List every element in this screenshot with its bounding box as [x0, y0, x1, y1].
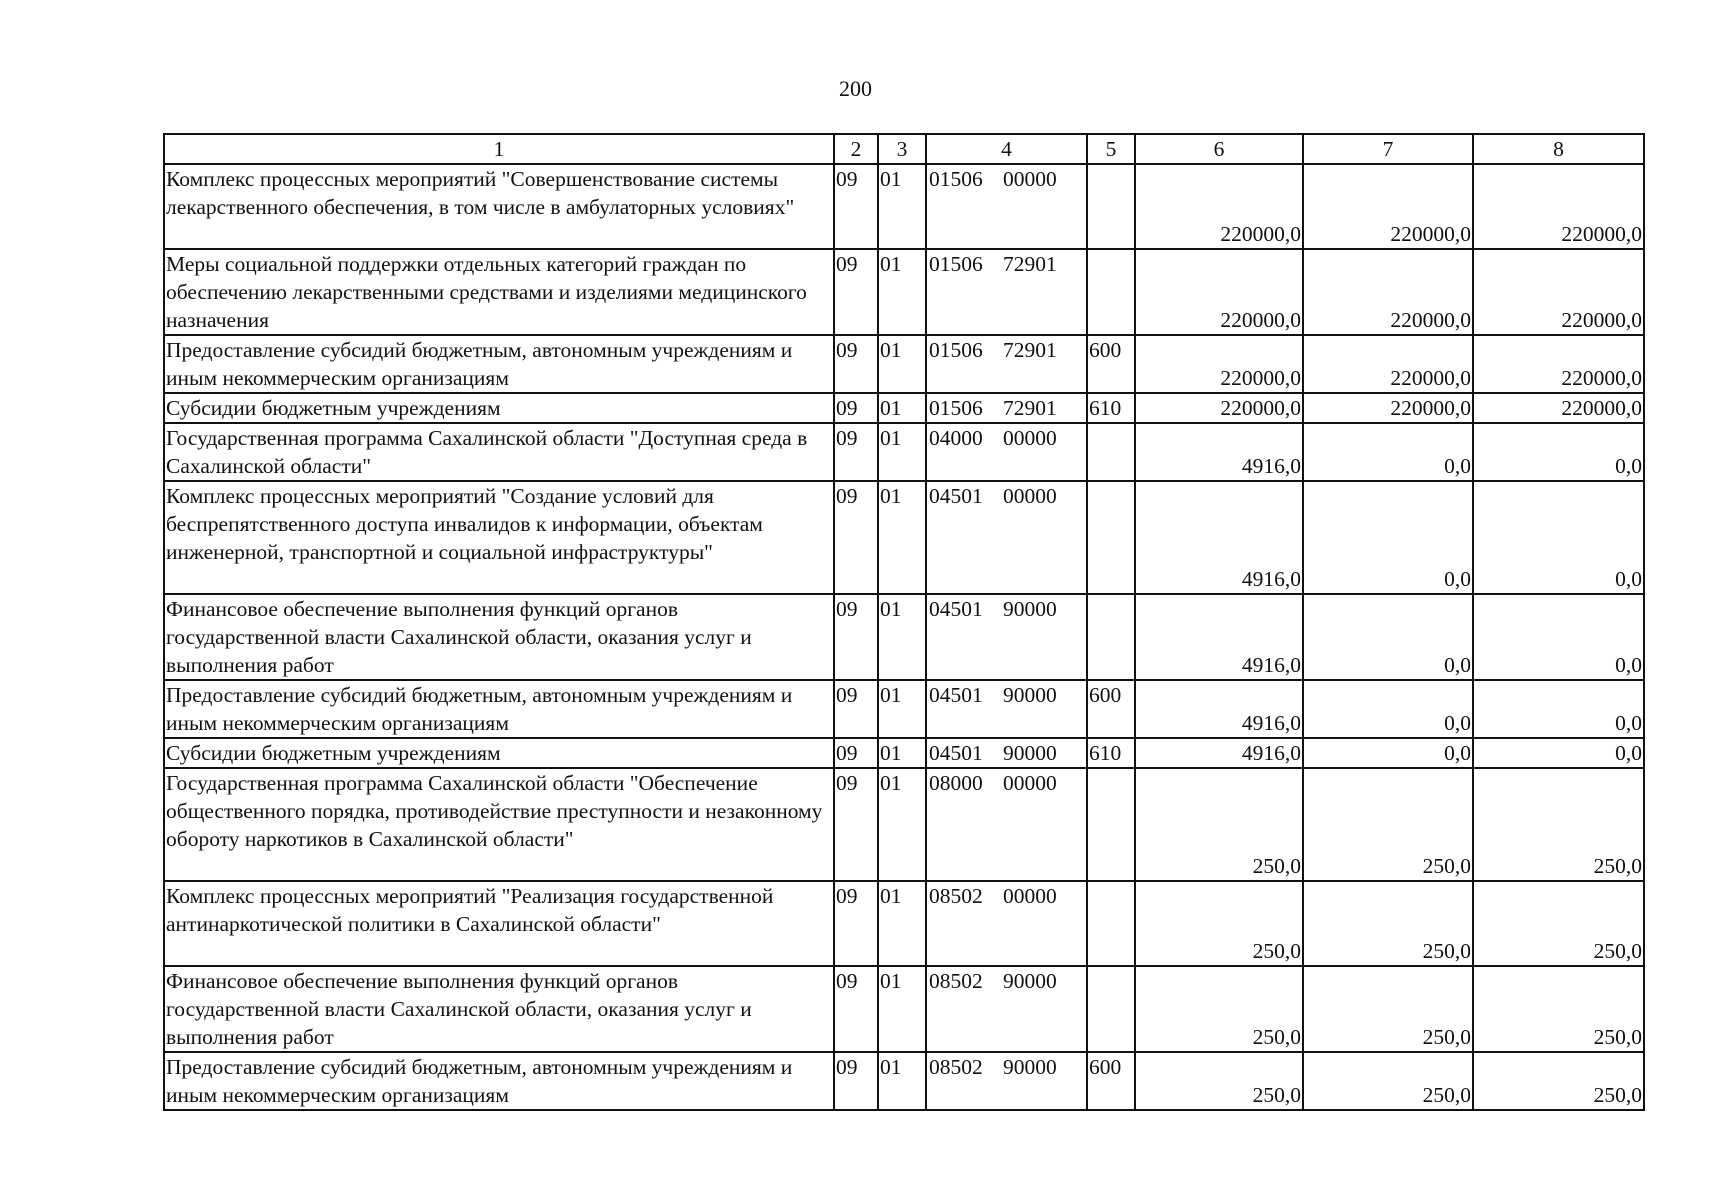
row-col-3: 01 — [878, 680, 926, 738]
row-col-6: 4916,0 — [1135, 481, 1303, 594]
row-col-5 — [1087, 966, 1135, 1052]
row-col-5: 600 — [1087, 680, 1135, 738]
row-name: Государственная программа Сахалинской области "Доступная среда в Сахалинской области" — [164, 423, 834, 481]
row-col-7: 220000,0 — [1303, 335, 1473, 393]
row-col-6: 220000,0 — [1135, 335, 1303, 393]
row-name: Государственная программа Сахалинской области "Обеспечение общественного порядка, противодействие преступности и незаконному обороту наркотиков в Сахалинской области" — [164, 768, 834, 881]
row-col-5 — [1087, 881, 1135, 966]
row-col-7: 220000,0 — [1303, 164, 1473, 249]
header-col-7: 7 — [1303, 134, 1473, 164]
row-col-4 — [926, 481, 1087, 594]
row-col-2: 09 — [834, 738, 878, 768]
row-col-4-program: 04501 — [929, 741, 983, 765]
row-col-5 — [1087, 594, 1135, 680]
header-col-3: 3 — [878, 134, 926, 164]
table-row — [164, 423, 1644, 481]
row-col-7: 0,0 — [1303, 423, 1473, 481]
row-col-4-direction: 00000 — [1003, 167, 1057, 191]
row-col-7: 0,0 — [1303, 680, 1473, 738]
row-col-6: 250,0 — [1135, 1052, 1303, 1110]
row-col-3: 01 — [878, 481, 926, 594]
row-col-6: 250,0 — [1135, 881, 1303, 966]
row-col-4 — [926, 393, 1087, 423]
row-col-8: 0,0 — [1473, 423, 1644, 481]
row-col-4-program: 01506 — [929, 167, 983, 191]
row-col-5: 610 — [1087, 393, 1135, 423]
row-col-3: 01 — [878, 423, 926, 481]
row-col-4-program: 01506 — [929, 396, 983, 420]
row-col-4-program: 04501 — [929, 484, 983, 508]
table-row — [164, 335, 1644, 393]
row-col-4-program: 04000 — [929, 426, 983, 450]
row-col-4-direction: 72901 — [1003, 396, 1057, 420]
row-col-4 — [926, 881, 1087, 966]
row-col-4 — [926, 1052, 1087, 1110]
row-name: Предоставление субсидий бюджетным, автономным учреждениям и иным некоммерческим организациям — [164, 335, 834, 393]
row-name: Субсидии бюджетным учреждениям — [164, 738, 834, 768]
row-col-3: 01 — [878, 164, 926, 249]
row-col-4-program: 08502 — [929, 884, 983, 908]
header-col-6: 6 — [1135, 134, 1303, 164]
row-col-3: 01 — [878, 881, 926, 966]
table-row — [164, 680, 1644, 738]
row-col-3: 01 — [878, 966, 926, 1052]
row-col-7: 250,0 — [1303, 881, 1473, 966]
row-col-6: 220000,0 — [1135, 393, 1303, 423]
row-col-3: 01 — [878, 1052, 926, 1110]
row-col-7: 250,0 — [1303, 966, 1473, 1052]
row-col-4-direction: 72901 — [1003, 252, 1057, 276]
row-col-2: 09 — [834, 1052, 878, 1110]
row-col-3: 01 — [878, 768, 926, 881]
row-col-6: 220000,0 — [1135, 164, 1303, 249]
row-col-8: 220000,0 — [1473, 335, 1644, 393]
row-col-8: 0,0 — [1473, 738, 1644, 768]
row-name: Комплекс процессных мероприятий "Реализация государственной антинаркотической политики в Сахалинской области" — [164, 881, 834, 966]
row-col-2: 09 — [834, 335, 878, 393]
table-row — [164, 249, 1644, 335]
row-col-8: 0,0 — [1473, 594, 1644, 680]
row-name: Комплекс процессных мероприятий "Совершенствование системы лекарственного обеспечения, в том числе в амбулаторных условиях" — [164, 164, 834, 249]
row-col-4-program: 04501 — [929, 683, 983, 707]
row-col-8: 0,0 — [1473, 680, 1644, 738]
row-col-5 — [1087, 768, 1135, 881]
budget-table — [163, 133, 1645, 1111]
row-col-2: 09 — [834, 249, 878, 335]
table-row — [164, 393, 1644, 423]
row-col-5: 600 — [1087, 1052, 1135, 1110]
row-col-4 — [926, 768, 1087, 881]
row-col-4 — [926, 738, 1087, 768]
row-col-4 — [926, 966, 1087, 1052]
row-col-5 — [1087, 164, 1135, 249]
row-col-3: 01 — [878, 335, 926, 393]
row-col-7: 0,0 — [1303, 594, 1473, 680]
header-row — [164, 134, 1644, 164]
row-col-7: 250,0 — [1303, 1052, 1473, 1110]
row-col-3: 01 — [878, 594, 926, 680]
row-col-6: 4916,0 — [1135, 423, 1303, 481]
row-col-4 — [926, 680, 1087, 738]
row-col-4-program: 08502 — [929, 1055, 983, 1079]
row-name: Субсидии бюджетным учреждениям — [164, 393, 834, 423]
row-col-4-direction: 00000 — [1003, 426, 1057, 450]
row-col-2: 09 — [834, 164, 878, 249]
row-col-7: 220000,0 — [1303, 393, 1473, 423]
header-col-4: 4 — [926, 134, 1087, 164]
row-col-6: 250,0 — [1135, 966, 1303, 1052]
header-col-5: 5 — [1087, 134, 1135, 164]
row-col-3: 01 — [878, 249, 926, 335]
table-row — [164, 594, 1644, 680]
table-row — [164, 966, 1644, 1052]
row-col-6: 4916,0 — [1135, 594, 1303, 680]
row-col-4-direction: 00000 — [1003, 484, 1057, 508]
row-col-2: 09 — [834, 881, 878, 966]
row-col-7: 220000,0 — [1303, 249, 1473, 335]
row-col-4-direction: 90000 — [1003, 1055, 1057, 1079]
header-col-8: 8 — [1473, 134, 1644, 164]
row-col-8: 0,0 — [1473, 481, 1644, 594]
table-row — [164, 881, 1644, 966]
header-col-1: 1 — [164, 134, 834, 164]
row-col-7: 0,0 — [1303, 738, 1473, 768]
row-col-8: 250,0 — [1473, 768, 1644, 881]
row-col-4 — [926, 335, 1087, 393]
row-col-4-direction: 90000 — [1003, 969, 1057, 993]
row-col-8: 250,0 — [1473, 881, 1644, 966]
row-col-5 — [1087, 481, 1135, 594]
row-col-7: 0,0 — [1303, 481, 1473, 594]
row-col-6: 4916,0 — [1135, 680, 1303, 738]
row-col-2: 09 — [834, 423, 878, 481]
row-col-8: 220000,0 — [1473, 249, 1644, 335]
row-col-8: 220000,0 — [1473, 393, 1644, 423]
row-col-4 — [926, 249, 1087, 335]
row-col-8: 250,0 — [1473, 1052, 1644, 1110]
row-col-5 — [1087, 249, 1135, 335]
row-name: Финансовое обеспечение выполнения функций органов государственной власти Сахалинской области, оказания услуг и выполнения работ — [164, 966, 834, 1052]
row-col-8: 220000,0 — [1473, 164, 1644, 249]
row-col-8: 250,0 — [1473, 966, 1644, 1052]
row-col-2: 09 — [834, 393, 878, 423]
row-col-2: 09 — [834, 594, 878, 680]
row-col-4 — [926, 594, 1087, 680]
row-col-4-direction: 00000 — [1003, 771, 1057, 795]
row-col-5: 610 — [1087, 738, 1135, 768]
row-name: Комплекс процессных мероприятий "Создание условий для беспрепятственного доступа инвалидов к информации, объектам инженерной, транспортной и социальной инфраструктуры" — [164, 481, 834, 594]
row-col-4 — [926, 164, 1087, 249]
table-row — [164, 481, 1644, 594]
row-name: Предоставление субсидий бюджетным, автономным учреждениям и иным некоммерческим организациям — [164, 1052, 834, 1110]
table-row — [164, 1052, 1644, 1110]
row-col-6: 4916,0 — [1135, 738, 1303, 768]
row-col-6: 250,0 — [1135, 768, 1303, 881]
table-row — [164, 738, 1644, 768]
row-col-2: 09 — [834, 680, 878, 738]
row-col-4-direction: 90000 — [1003, 597, 1057, 621]
row-col-2: 09 — [834, 966, 878, 1052]
row-col-4-direction: 72901 — [1003, 338, 1057, 362]
row-col-5 — [1087, 423, 1135, 481]
row-col-4-direction: 00000 — [1003, 884, 1057, 908]
table-row — [164, 768, 1644, 881]
table-row — [164, 164, 1644, 249]
row-col-4-program: 01506 — [929, 252, 983, 276]
row-col-3: 01 — [878, 738, 926, 768]
page-number: 200 — [839, 76, 872, 101]
row-col-4-program: 04501 — [929, 597, 983, 621]
row-name: Предоставление субсидий бюджетным, автономным учреждениям и иным некоммерческим организациям — [164, 680, 834, 738]
row-col-5: 600 — [1087, 335, 1135, 393]
header-col-2: 2 — [834, 134, 878, 164]
row-col-6: 220000,0 — [1135, 249, 1303, 335]
row-name: Финансовое обеспечение выполнения функций органов государственной власти Сахалинской области, оказания услуг и выполнения работ — [164, 594, 834, 680]
row-col-4-program: 01506 — [929, 338, 983, 362]
row-col-2: 09 — [834, 481, 878, 594]
row-col-4 — [926, 423, 1087, 481]
row-col-4-program: 08000 — [929, 771, 983, 795]
row-col-7: 250,0 — [1303, 768, 1473, 881]
row-col-4-direction: 90000 — [1003, 741, 1057, 765]
row-name: Меры социальной поддержки отдельных категорий граждан по обеспечению лекарственными средствами и изделиями медицинского назначения — [164, 249, 834, 335]
row-col-2: 09 — [834, 768, 878, 881]
row-col-4-program: 08502 — [929, 969, 983, 993]
row-col-4-direction: 90000 — [1003, 683, 1057, 707]
row-col-3: 01 — [878, 393, 926, 423]
